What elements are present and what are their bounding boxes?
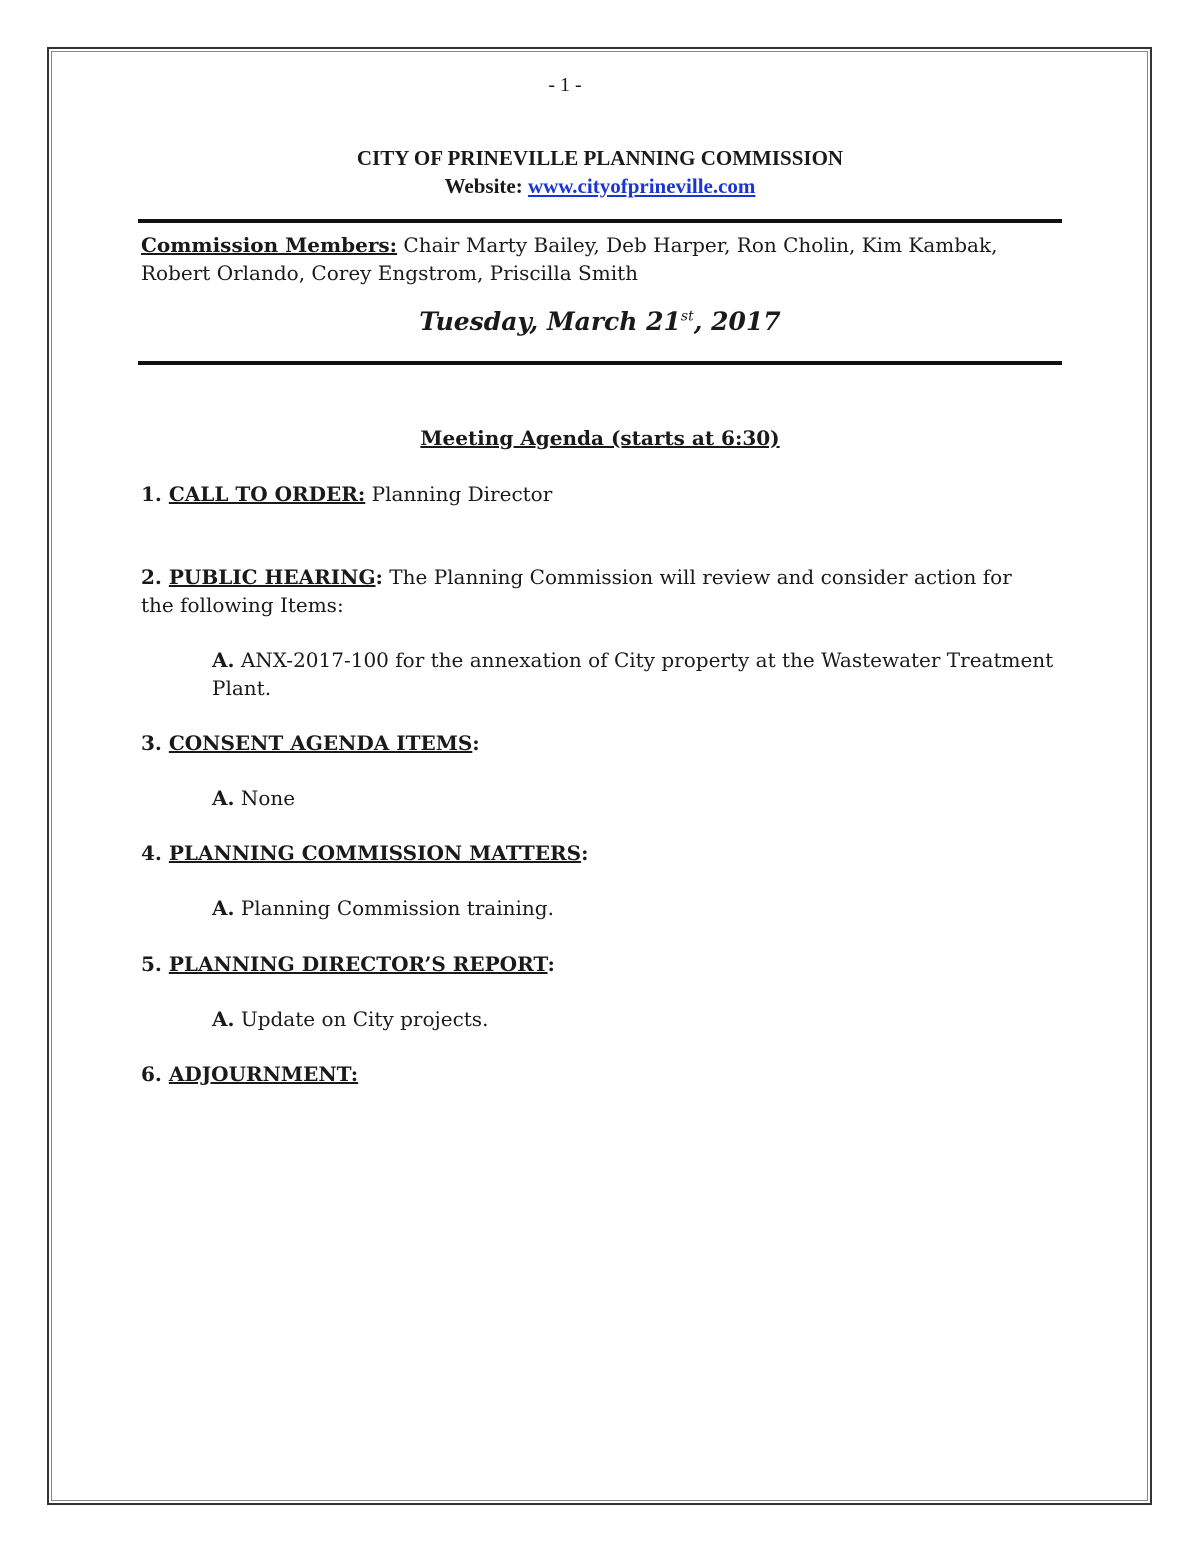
item-label: PLANNING COMMISSION MATTERS xyxy=(168,841,582,865)
item-label: PLANNING DIRECTOR’S REPORT xyxy=(168,952,548,976)
page-number: - 1 - xyxy=(548,74,582,96)
agenda-item-commission-matters xyxy=(141,839,1041,867)
item-label-colon: : xyxy=(547,952,555,976)
item-label-colon: : xyxy=(472,731,480,755)
item-label: ADJOURNMENT: xyxy=(168,1062,359,1086)
members-list-line1: Chair Marty Bailey, Deb Harper, Ron Cholin, Kim Kambak, xyxy=(397,233,998,257)
agenda-item-consent-agenda xyxy=(141,729,1041,757)
commission-members xyxy=(141,231,1041,287)
website-label: Website: xyxy=(444,174,528,198)
item-number: 1. xyxy=(141,482,169,506)
agenda-subitem-director-a xyxy=(212,1005,1062,1033)
website-link[interactable]: www.cityofprineville.com xyxy=(527,174,756,198)
subitem-letter: A. xyxy=(212,1007,235,1031)
header-rule-top xyxy=(138,219,1062,223)
item-text: The Planning Commission will review and consider action for the following Items: xyxy=(141,565,1012,617)
meeting-date-year: , 2017 xyxy=(693,307,781,336)
item-number: 6. xyxy=(141,1062,169,1086)
document-header xyxy=(0,144,1200,200)
header-rule-bottom xyxy=(138,361,1062,365)
item-label: CALL TO ORDER: xyxy=(168,482,366,506)
item-number: 3. xyxy=(141,731,169,755)
members-list-line2: Robert Orlando, Corey Engstrom, Priscilla Smith xyxy=(141,261,639,285)
agenda-subitem-commission-a xyxy=(212,894,1062,922)
website-line xyxy=(0,172,1200,200)
agenda-item-public-hearing xyxy=(141,563,1041,619)
subitem-text: Update on City projects. xyxy=(234,1007,489,1031)
organization-name: CITY OF PRINEVILLE PLANNING COMMISSION xyxy=(356,146,844,170)
agenda-subitem-public-hearing-a xyxy=(212,646,1062,702)
subitem-text: ANX-2017-100 for the annexation of City property at the Wastewater Treatment Plant. xyxy=(212,648,1054,700)
subitem-letter: A. xyxy=(212,896,235,920)
agenda-item-call-to-order xyxy=(141,480,1041,508)
members-label: Commission Members: xyxy=(141,233,398,257)
agenda-item-adjournment xyxy=(141,1060,1041,1088)
subitem-letter: A. xyxy=(212,648,235,672)
meeting-date-main: Tuesday, March 21 xyxy=(419,307,681,336)
meeting-date xyxy=(0,307,1200,336)
agenda-title: Meeting Agenda (starts at 6:30) xyxy=(420,426,780,450)
item-label: CONSENT AGENDA ITEMS xyxy=(168,731,473,755)
item-text: Planning Director xyxy=(365,482,553,506)
item-label: PUBLIC HEARING xyxy=(168,565,376,589)
item-number: 4. xyxy=(141,841,169,865)
item-number: 5. xyxy=(141,952,169,976)
item-label-colon: : xyxy=(375,565,383,589)
meeting-date-ordinal: st xyxy=(680,308,694,325)
subitem-letter: A. xyxy=(212,786,235,810)
agenda-subitem-consent-a xyxy=(212,784,1062,812)
item-label-colon: : xyxy=(581,841,589,865)
agenda-item-director-report xyxy=(141,950,1041,978)
subitem-text: Planning Commission training. xyxy=(234,896,554,920)
subitem-text: None xyxy=(234,786,296,810)
item-number: 2. xyxy=(141,565,169,589)
